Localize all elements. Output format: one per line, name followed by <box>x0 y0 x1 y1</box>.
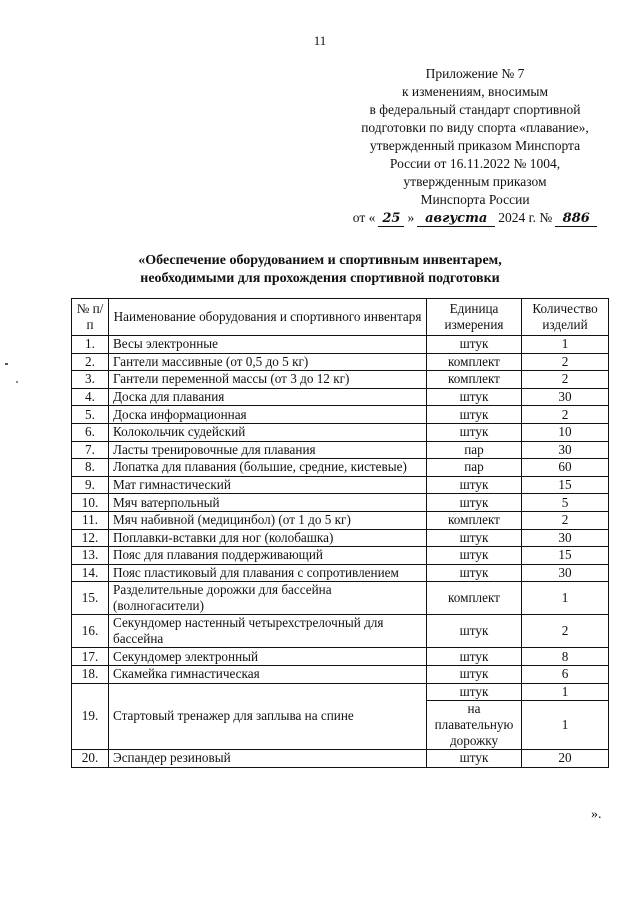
header-num: № п/п <box>72 299 109 336</box>
handwritten-order-number: 886 <box>555 212 597 227</box>
page-number: 11 <box>313 33 327 48</box>
row-unit: штук <box>427 750 522 768</box>
row-number: 3. <box>72 371 109 389</box>
row-qty: 2 <box>522 406 609 424</box>
row-unit: штук <box>427 665 522 683</box>
table-row <box>72 683 609 701</box>
row-unit: штук <box>427 388 522 406</box>
equipment-table <box>71 298 609 768</box>
table-header-row <box>72 299 609 336</box>
table-row <box>72 547 609 565</box>
row-unit: штук <box>427 648 522 666</box>
row-qty: 2 <box>522 371 609 389</box>
row-name: Секундомер электронный <box>109 648 427 666</box>
row-qty: 20 <box>522 750 609 768</box>
row-number: 12. <box>72 529 109 547</box>
table-row <box>72 511 609 529</box>
approval-date-line <box>340 209 610 227</box>
row-number: 9. <box>72 476 109 494</box>
table-row <box>72 423 609 441</box>
row-name: Эспандер резиновый <box>109 750 427 768</box>
row-name: Мяч набивной (медицинбол) (от 1 до 5 кг) <box>109 511 427 529</box>
row-unit: штук <box>427 494 522 512</box>
scan-mark <box>16 381 18 383</box>
row-unit: пар <box>427 459 522 477</box>
row-qty: 30 <box>522 441 609 459</box>
row-number: 4. <box>72 388 109 406</box>
table-row <box>72 371 609 389</box>
appendix-line: Минспорта России <box>420 192 530 207</box>
row-name: Весы электронные <box>109 336 427 354</box>
row-qty: 15 <box>522 476 609 494</box>
row-number: 8. <box>72 459 109 477</box>
row-name: Лопатка для плавания (большие, средние, кистевые) <box>109 459 427 477</box>
row-number: 2. <box>72 353 109 371</box>
table-row <box>72 494 609 512</box>
table-row <box>72 336 609 354</box>
table-body <box>72 336 609 768</box>
row-name: Разделительные дорожки для бассейна (волногасители) <box>109 582 427 615</box>
row-number: 11. <box>72 511 109 529</box>
row-qty: 8 <box>522 648 609 666</box>
date-prefix: от « <box>352 210 376 225</box>
table-row <box>72 615 609 648</box>
date-suffix: » <box>407 210 415 225</box>
row-number: 7. <box>72 441 109 459</box>
row-name: Поплавки-вставки для ног (колобашка) <box>109 529 427 547</box>
appendix-line: утвержденный приказом Минспорта <box>369 138 581 153</box>
row-unit: комплект <box>427 582 522 615</box>
row-number: 15. <box>72 582 109 615</box>
row-number: 13. <box>72 547 109 565</box>
table-row <box>72 353 609 371</box>
row-qty: 15 <box>522 547 609 565</box>
row-name: Колокольчик судейский <box>109 423 427 441</box>
appendix-line: России от 16.11.2022 № 1004, <box>389 156 561 171</box>
table-row <box>72 564 609 582</box>
scan-mark <box>5 363 8 365</box>
title-line-2: необходимыми для прохождения спортивной подготовки <box>140 271 500 286</box>
row-number: 18. <box>72 665 109 683</box>
row-unit: на плавательную дорожку <box>427 701 522 750</box>
row-name: Мяч ватерпольный <box>109 494 427 512</box>
row-unit: комплект <box>427 353 522 371</box>
row-unit: комплект <box>427 371 522 389</box>
appendix-line: утвержденным приказом <box>403 174 547 189</box>
row-qty: 1 <box>522 701 609 750</box>
row-qty: 1 <box>522 336 609 354</box>
row-name: Доска для плавания <box>109 388 427 406</box>
row-name: Гантели переменной массы (от 3 до 12 кг) <box>109 371 427 389</box>
row-number: 5. <box>72 406 109 424</box>
row-qty: 10 <box>522 423 609 441</box>
header-qty: Количество изделий <box>522 299 609 336</box>
row-qty: 2 <box>522 353 609 371</box>
table-row <box>72 388 609 406</box>
year-text: 2024 г. № <box>498 210 553 225</box>
document-title <box>0 252 640 288</box>
table-row <box>72 529 609 547</box>
row-unit: штук <box>427 683 522 701</box>
row-unit: штук <box>427 529 522 547</box>
row-unit: штук <box>427 406 522 424</box>
table-row <box>72 582 609 615</box>
table-row <box>72 665 609 683</box>
row-number: 20. <box>72 750 109 768</box>
handwritten-day: 25 <box>378 212 404 227</box>
row-name: Мат гимнастический <box>109 476 427 494</box>
row-unit: штук <box>427 423 522 441</box>
row-number: 6. <box>72 423 109 441</box>
row-qty: 1 <box>522 582 609 615</box>
row-unit: штук <box>427 615 522 648</box>
row-name: Пояс для плавания поддерживающий <box>109 547 427 565</box>
table-row <box>72 459 609 477</box>
appendix-line: подготовки по виду спорта «плавание», <box>361 120 589 135</box>
row-qty: 2 <box>522 615 609 648</box>
row-name: Пояс пластиковый для плавания с сопротивлением <box>109 564 427 582</box>
row-number: 19. <box>72 683 109 750</box>
table-row <box>72 406 609 424</box>
row-number: 14. <box>72 564 109 582</box>
row-number: 10. <box>72 494 109 512</box>
table-row <box>72 441 609 459</box>
row-qty: 6 <box>522 665 609 683</box>
row-name: Секундомер настенный четырехстрелочный для бассейна <box>109 615 427 648</box>
header-name: Наименование оборудования и спортивного инвентаря <box>109 299 427 336</box>
row-name: Гантели массивные (от 0,5 до 5 кг) <box>109 353 427 371</box>
row-unit: пар <box>427 441 522 459</box>
appendix-line: Приложение № 7 <box>425 66 525 81</box>
row-name: Доска информационная <box>109 406 427 424</box>
handwritten-month: августа <box>417 212 495 227</box>
row-qty: 5 <box>522 494 609 512</box>
row-number: 1. <box>72 336 109 354</box>
appendix-line: в федеральный стандарт спортивной <box>369 102 581 117</box>
row-unit: штук <box>427 547 522 565</box>
row-unit: штук <box>427 476 522 494</box>
table-row <box>72 648 609 666</box>
row-unit: штук <box>427 336 522 354</box>
appendix-line: к изменениям, вносимым <box>401 84 549 99</box>
row-unit: штук <box>427 564 522 582</box>
row-number: 17. <box>72 648 109 666</box>
row-name: Стартовый тренажер для заплыва на спине <box>109 683 427 750</box>
row-qty: 30 <box>522 388 609 406</box>
title-line-1: «Обеспечение оборудованием и спортивным инвентарем, <box>138 253 502 268</box>
table-row <box>72 476 609 494</box>
row-qty: 1 <box>522 683 609 701</box>
row-name: Ласты тренировочные для плавания <box>109 441 427 459</box>
row-qty: 2 <box>522 511 609 529</box>
row-name: Скамейка гимнастическая <box>109 665 427 683</box>
closing-quote: ». <box>591 807 602 822</box>
header-unit: Единица измерения <box>427 299 522 336</box>
row-unit: комплект <box>427 511 522 529</box>
appendix-header <box>340 65 610 227</box>
row-qty: 30 <box>522 529 609 547</box>
row-number: 16. <box>72 615 109 648</box>
row-qty: 30 <box>522 564 609 582</box>
table-row <box>72 750 609 768</box>
row-qty: 60 <box>522 459 609 477</box>
